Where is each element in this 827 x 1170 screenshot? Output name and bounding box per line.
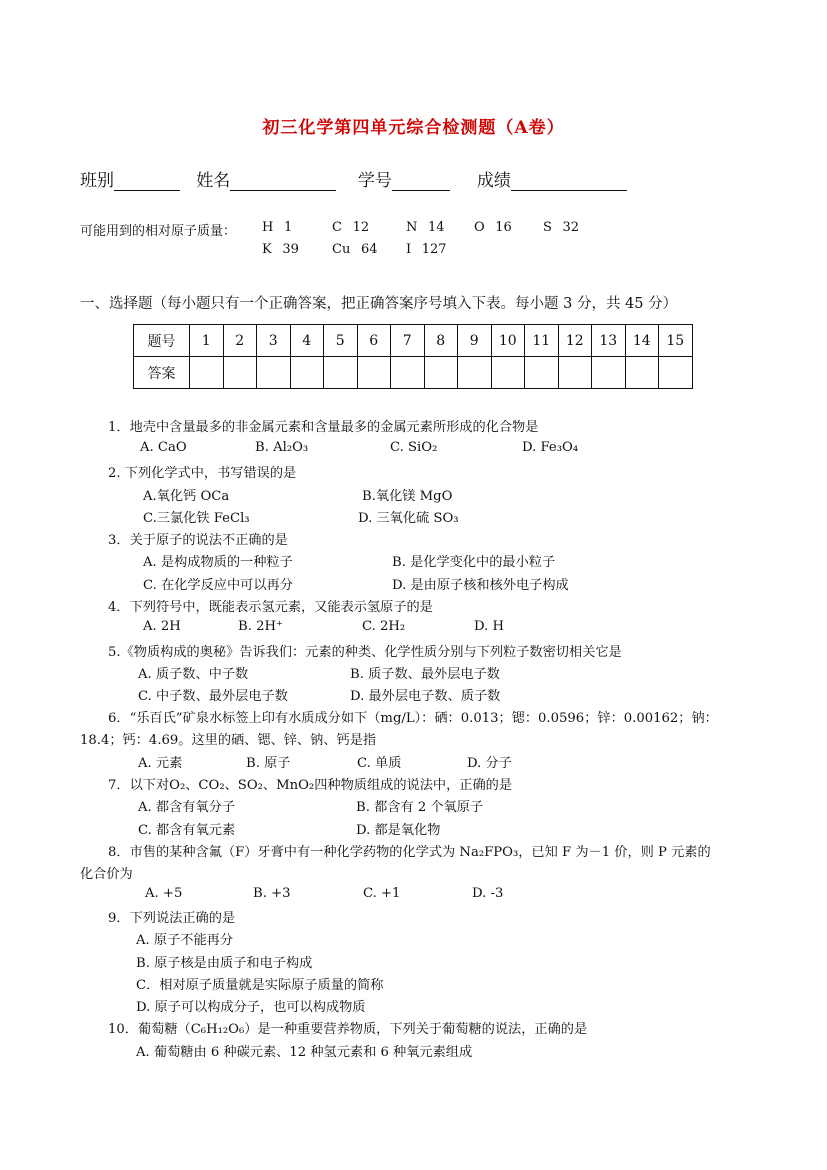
atomic-mass-label: 可能用到的相对原子质量： — [80, 224, 237, 239]
q8-option-d: D. -3 — [472, 886, 504, 901]
q6-option-a: A. 元素 — [138, 756, 183, 771]
table-number-cell: 10 — [491, 325, 525, 357]
question-6: 6．“乐百氏”矿泉水标签上印有水质成分如下（mg/L）：硒：0.013；锶：0.0596；锌：0.00162；钠： — [108, 711, 718, 726]
q7-option-c: C. 都含有氧元素 — [138, 823, 236, 838]
q1-option-c: C. SiO₂ — [390, 440, 438, 455]
q6-option-d: D. 分子 — [467, 756, 512, 771]
question-4: 4．下列符号中，既能表示氢元素，又能表示氢原子的是 — [108, 600, 433, 615]
q8-option-a: A. +5 — [145, 886, 183, 901]
question-6-cont: 18.4；钙：4.69。这里的硒、锶、锌、钠、钙是指 — [80, 733, 377, 748]
table-number-cell: 1 — [190, 325, 224, 357]
page-title: 初三化学第四单元综合检测题（A卷） — [262, 118, 565, 138]
answer-cell[interactable] — [290, 357, 324, 389]
q2-option-c: C.三氯化铁 FeCl₃ — [143, 511, 250, 526]
question-8-cont: 化合价为 — [80, 867, 133, 882]
table-number-cell: 12 — [558, 325, 592, 357]
q6-option-c: C. 单质 — [357, 756, 402, 771]
atomic-mass-c: C 12 — [332, 220, 370, 235]
q7-option-a: A. 都含有氧分子 — [138, 800, 236, 815]
table-number-cell: 11 — [525, 325, 559, 357]
q4-option-d: D. H — [474, 619, 504, 634]
q9-option-a: A. 原子不能再分 — [136, 933, 234, 948]
q2-option-b: B.氧化镁 MgO — [362, 489, 453, 504]
q9-option-b: B. 原子核是由质子和电子构成 — [136, 956, 313, 971]
q3-option-c: C. 在化学反应中可以再分 — [143, 578, 293, 593]
q9-option-c: C．相对原子质量就是实际原子质量的简称 — [136, 978, 384, 993]
table-header-number: 题号 — [134, 325, 190, 357]
table-number-cell: 9 — [458, 325, 492, 357]
table-number-cell: 15 — [659, 325, 693, 357]
answer-cell[interactable] — [659, 357, 693, 389]
atomic-mass-i: I 127 — [406, 242, 447, 257]
q3-option-b: B. 是化学变化中的最小粒子 — [392, 555, 556, 570]
question-9: 9．下列说法正确的是 — [108, 911, 236, 926]
answer-cell[interactable] — [357, 357, 391, 389]
q7-option-b: B. 都含有 2 个氧原子 — [356, 800, 484, 815]
name-blank[interactable] — [230, 172, 336, 191]
answer-cell[interactable] — [190, 357, 224, 389]
atomic-mass-s: S 32 — [543, 220, 580, 235]
section-heading: 一、选择题（每小题只有一个正确答案，把正确答案序号填入下表。每小题 3 分，共 45 分） — [80, 296, 678, 312]
answer-cell[interactable] — [592, 357, 626, 389]
score-blank[interactable] — [511, 172, 627, 191]
q8-option-b: B. +3 — [253, 886, 291, 901]
question-3: 3．关于原子的说法不正确的是 — [108, 533, 288, 548]
table-number-cell: 14 — [625, 325, 659, 357]
q1-option-d: D. Fe₃O₄ — [522, 440, 579, 455]
number-blank[interactable] — [392, 172, 450, 191]
answer-cell[interactable] — [391, 357, 425, 389]
atomic-mass-k: K 39 — [262, 242, 299, 257]
table-number-cell: 2 — [223, 325, 257, 357]
q2-option-a: A.氧化钙 OCa — [143, 489, 230, 504]
table-number-cell: 4 — [290, 325, 324, 357]
table-number-cell: 5 — [324, 325, 358, 357]
answer-table — [133, 324, 693, 389]
q1-option-a: A. CaO — [140, 440, 187, 455]
q10-option-a: A. 葡萄糖由 6 种碳元素、12 种氢元素和 6 种氧元素组成 — [136, 1045, 473, 1060]
question-2: 2. 下列化学式中，书写错误的是 — [108, 466, 297, 481]
score-label: 成绩 — [476, 171, 511, 191]
name-label: 姓名 — [196, 171, 231, 191]
table-number-cell: 3 — [257, 325, 291, 357]
q1-option-b: B. Al₂O₃ — [255, 440, 309, 455]
answer-cell[interactable] — [558, 357, 592, 389]
class-label: 班别 — [80, 171, 114, 191]
atomic-mass-n: N 14 — [406, 220, 445, 235]
q5-option-a: A. 质子数、中子数 — [138, 667, 249, 682]
answer-cell[interactable] — [324, 357, 358, 389]
q4-option-a: A. 2H — [143, 619, 181, 634]
answer-cell[interactable] — [525, 357, 559, 389]
question-5: 5.《物质构成的奥秘》告诉我们：元素的种类、化学性质分别与下列粒子数密切相关它是 — [108, 645, 622, 660]
q8-option-c: C. +1 — [363, 886, 401, 901]
q5-option-d: D. 最外层电子数、质子数 — [350, 689, 501, 704]
q3-option-a: A. 是构成物质的一种粒子 — [143, 555, 293, 570]
q2-option-d: D. 三氧化硫 SO₃ — [358, 511, 459, 526]
q3-option-d: D. 是由原子核和核外电子构成 — [392, 578, 569, 593]
question-8: 8．市售的某种含氟（F）牙膏中有一种化学药物的化学式为 Na₂FPO₃，已知 F 为－1 价，则 P 元素的 — [108, 845, 711, 860]
q5-option-c: C. 中子数、最外层电子数 — [138, 689, 288, 704]
table-header-answer: 答案 — [134, 357, 190, 389]
answer-cell[interactable] — [491, 357, 525, 389]
q6-option-b: B. 原子 — [246, 756, 291, 771]
answer-cell[interactable] — [257, 357, 291, 389]
table-number-cell: 7 — [391, 325, 425, 357]
student-info-line — [80, 166, 627, 191]
question-1: 1．地壳中含量最多的非金属元素和含量最多的金属元素所形成的化合物是 — [108, 420, 539, 435]
answer-cell[interactable] — [458, 357, 492, 389]
class-blank[interactable] — [114, 172, 180, 191]
table-number-cell: 13 — [592, 325, 626, 357]
answer-cell[interactable] — [424, 357, 458, 389]
answer-cell[interactable] — [223, 357, 257, 389]
q5-option-b: B. 质子数、最外层电子数 — [350, 667, 500, 682]
q4-option-b: B. 2H⁺ — [238, 619, 283, 634]
atomic-mass-cu: Cu 64 — [332, 242, 378, 257]
question-10: 10．葡萄糖（C₆H₁₂O₆）是一种重要营养物质，下列关于葡萄糖的说法，正确的是 — [108, 1022, 588, 1037]
q9-option-d: D. 原子可以构成分子，也可以构成物质 — [136, 1000, 366, 1015]
q7-option-d: D. 都是氧化物 — [356, 823, 441, 838]
number-label: 学号 — [357, 171, 392, 191]
table-number-cell: 8 — [424, 325, 458, 357]
table-number-cell: 6 — [357, 325, 391, 357]
atomic-mass-o: O 16 — [474, 220, 512, 235]
question-7: 7．以下对O₂、CO₂、SO₂、MnO₂四种物质组成的说法中，正确的是 — [108, 778, 513, 793]
atomic-mass-h: H 1 — [262, 220, 293, 235]
q4-option-c: C. 2H₂ — [362, 619, 406, 634]
answer-cell[interactable] — [625, 357, 659, 389]
